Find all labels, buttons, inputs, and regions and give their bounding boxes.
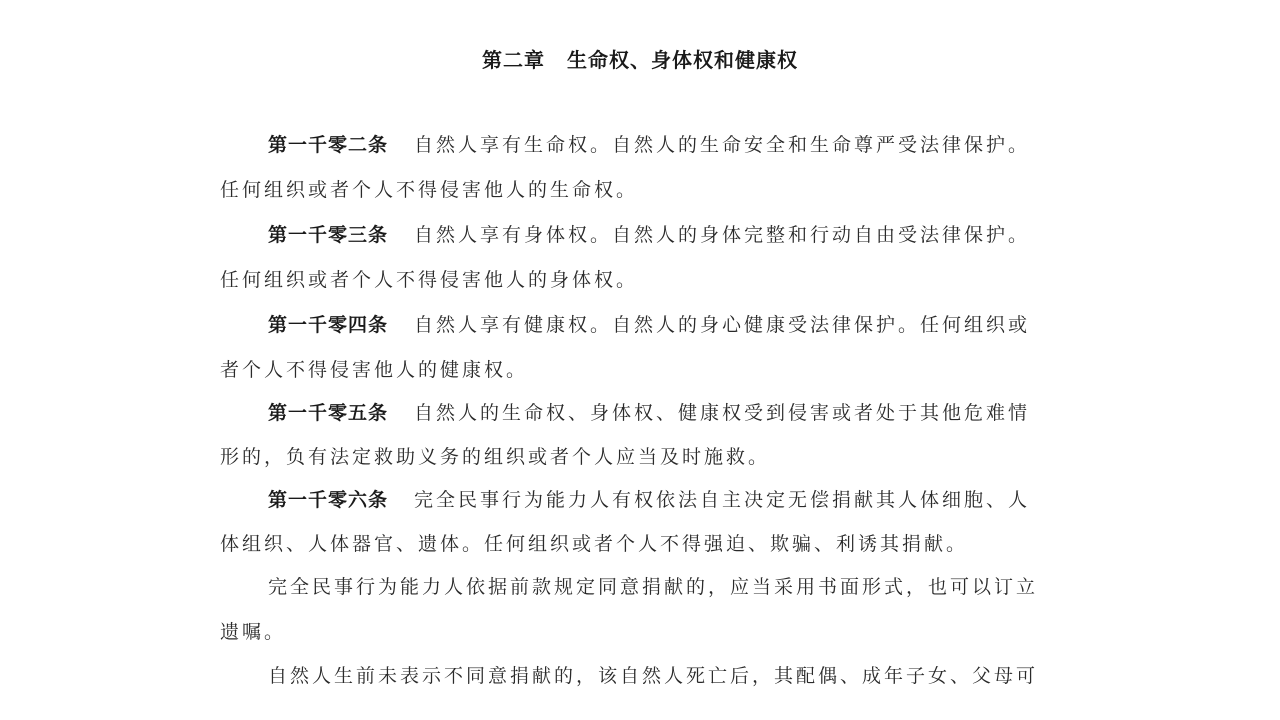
article-text: 者个人不得侵害他人的健康权。 <box>220 359 529 381</box>
article-text: 自然人享有健康权。自然人的身心健康受法律保护。任何组织或 <box>414 314 1031 336</box>
article-number: 第一千零四条 <box>268 314 389 336</box>
article-number: 第一千零六条 <box>268 489 389 511</box>
article-text: 自然人享有生命权。自然人的生命安全和生命尊严受法律保护。 <box>414 134 1031 156</box>
article-text: 任何组织或者个人不得侵害他人的身体权。 <box>220 269 639 291</box>
article-text: 自然人享有身体权。自然人的身体完整和行动自由受法律保护。 <box>414 224 1031 246</box>
article-text: 遗嘱。 <box>220 621 287 643</box>
article-number: 第一千零三条 <box>268 224 389 246</box>
text-line <box>220 444 770 470</box>
text-line <box>268 132 1030 158</box>
article-text: 任何组织或者个人不得侵害他人的生命权。 <box>220 179 639 201</box>
chapter-title: 生命权、身体权和健康权 <box>567 48 798 72</box>
text-line <box>220 531 968 557</box>
article-text: 完全民事行为能力人依据前款规定同意捐献的，应当采用书面形式，也可以订立 <box>268 576 1039 598</box>
text-line <box>220 177 638 203</box>
text-line <box>220 619 286 645</box>
text-line <box>268 574 1038 600</box>
text-line <box>268 400 1030 426</box>
article-number: 第一千零二条 <box>268 134 389 156</box>
chapter-number: 第二章 <box>482 48 545 72</box>
text-line <box>268 312 1030 338</box>
text-line <box>268 487 1030 513</box>
article-text: 体组织、人体器官、遗体。任何组织或者个人不得强迫、欺骗、利诱其捐献。 <box>220 533 969 555</box>
article-text: 形的，负有法定救助义务的组织或者个人应当及时施救。 <box>220 446 771 468</box>
text-line <box>268 222 1030 248</box>
article-text: 完全民事行为能力人有权依法自主决定无偿捐献其人体细胞、人 <box>414 489 1031 511</box>
article-text: 自然人生前未表示不同意捐献的，该自然人死亡后，其配偶、成年子女、父母可 <box>268 665 1039 687</box>
text-line <box>220 357 528 383</box>
text-line <box>268 663 1038 689</box>
article-text: 自然人的生命权、身体权、健康权受到侵害或者处于其他危难情 <box>414 402 1031 424</box>
article-number: 第一千零五条 <box>268 402 389 424</box>
chapter-heading <box>0 44 1280 73</box>
text-line <box>220 267 638 293</box>
